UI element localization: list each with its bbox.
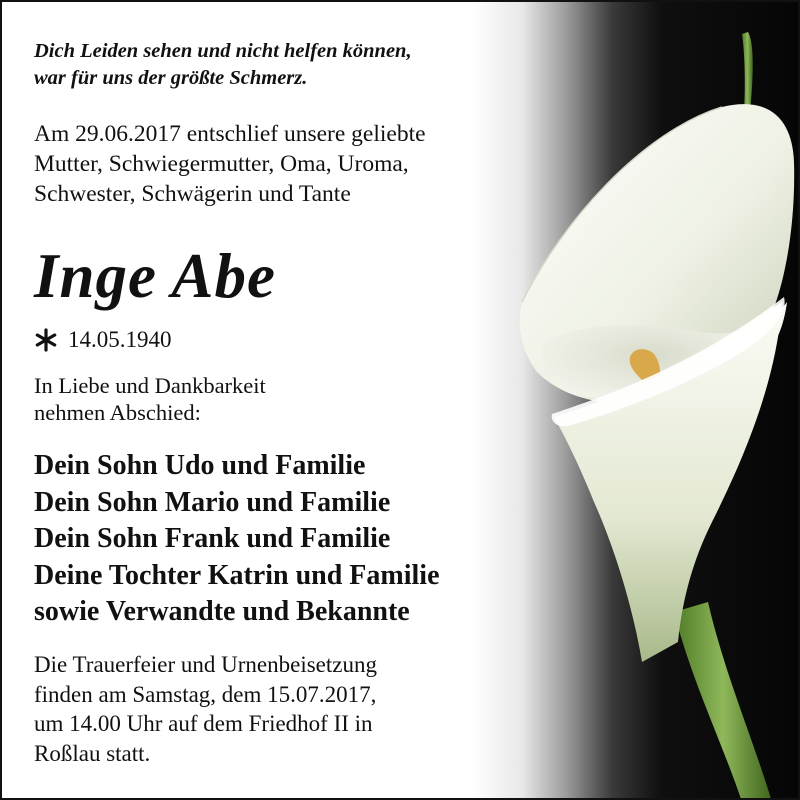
- intro-line: Mutter, Schwiegermutter, Oma, Uroma,: [34, 151, 409, 177]
- asterisk-birth-icon: [34, 328, 58, 352]
- mourner-item: Dein Sohn Mario und Familie: [34, 486, 391, 518]
- service-line: Roßlau statt.: [34, 740, 151, 766]
- thanks-line: nehmen Abschied:: [34, 400, 201, 425]
- mourners-list: [34, 448, 440, 631]
- motto: [34, 38, 412, 92]
- deceased-name: Inge Abe: [34, 241, 276, 311]
- intro-line: Am 29.06.2017 entschlief unsere geliebte: [34, 121, 426, 147]
- farewell-intro: [34, 372, 266, 426]
- stem: [674, 602, 772, 800]
- funeral-service-info: [34, 650, 377, 768]
- mourner-item: Dein Sohn Frank und Familie: [34, 523, 391, 554]
- mourner-item: Deine Tochter Katrin und Familie: [34, 559, 440, 591]
- mourner-item: Dein Sohn Udo und Familie: [34, 450, 366, 481]
- thanks-line: In Liebe und Dankbarkeit: [34, 373, 266, 398]
- motto-line: war für uns der größte Schmerz.: [34, 67, 308, 89]
- intro-line: Schwester, Schwägerin und Tante: [34, 181, 351, 207]
- mourner-item: sowie Verwandte und Bekannte: [34, 596, 410, 627]
- death-announcement: [34, 119, 426, 209]
- birth-line: [34, 324, 172, 356]
- birth-date: 14.05.1940: [68, 327, 172, 352]
- motto-line: Dich Leiden sehen und nicht helfen können,: [34, 40, 412, 62]
- service-line: finden am Samstag, dem 15.07.2017,: [34, 681, 377, 707]
- service-line: Die Trauerfeier und Urnenbeisetzung: [34, 652, 377, 677]
- service-line: um 14.00 Uhr auf dem Friedhof II in: [34, 711, 373, 736]
- stem-tip: [742, 32, 753, 114]
